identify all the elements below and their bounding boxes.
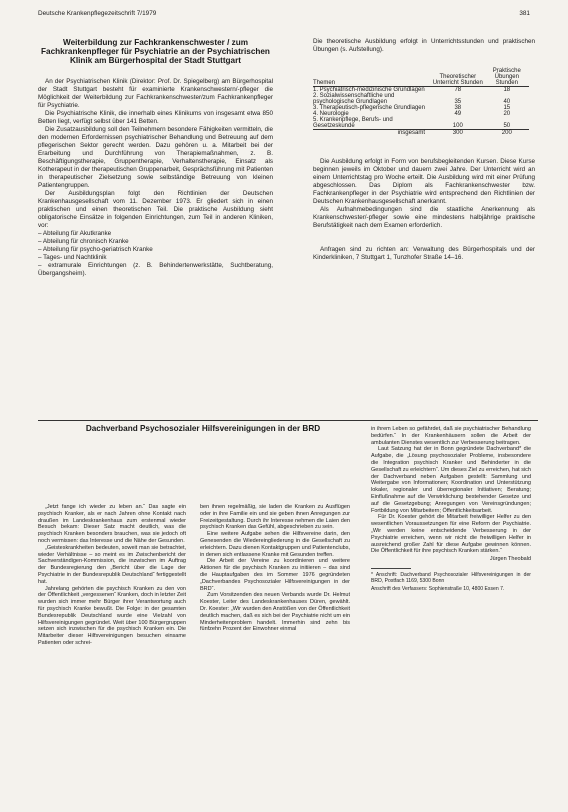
journal-header: Deutsche Krankenpflegezeitschrift 7/1979 [38, 10, 157, 17]
article2-column-3 [371, 426, 531, 593]
col-header-practice: Praktische Übungen Stunden [492, 68, 521, 86]
clinic-list-item: – Abteilung für chronisch Kranke [38, 237, 129, 245]
table-cell-topic: 4. Neurologie [313, 111, 349, 117]
table-cell-theory: 100 [452, 123, 463, 129]
article2-paragraph: Für Dr. Koester gehört die Mitarbeit freiwilliger Helfer zu den wesentlichen Voraussetzungen für eine Reform der Psychiatrie. „Wir werden keine entscheidende Verbesserung in der Psychiatrie erreichen, wenn wir nicht die freiwilligen Helfer in ausreichend großer Zahl für diese Aufgabe gewinnen können. Die Öffentlichkeit für ihre psychisch Kranken stärken.“ [371, 514, 531, 555]
table-cell-theory: 78 [454, 87, 462, 93]
article2-paragraph: ben ihnen regelmäßig, sie laden die Kranken zu Ausflügen oder in ihre Familie ein und sie geben ihnen Anregungen zur Freizeitgestaltung. Durch ihr Interesse nehmen die Laien den psychisch Kranken das Gefühl, abgeschrieben zu sein. [200, 504, 350, 531]
article2-paragraph: „Jetzt fange ich wieder zu leben an.“ Das sagte ein psychisch Kranker, als er nach Jahren ohne Kontakt nach draußen im Landeskrankenhaus zum erstenmal wieder Besuch bekam: Dieser Satz macht deutlich, was die psychisch Kranken besonders brauchen, was sie jedoch oft noch vermissen: das Interesse und die Nähe der Gesunden. [38, 504, 186, 544]
article1-paragraph: Der Ausbildungsplan folgt den Richtlinien der Deutschen Krankenhausgesellschaft vom 11. Dezember 1973. Er gliedert sich in einen praktischen und einen theoretischen Teil. Die praktische Ausbildung sieht obligatorische Einsätze in folgenden Einrichtungen, zum Teil in anderen Kliniken, vor: [38, 189, 273, 229]
article2-title: Dachverband Psychosozialer Hilfsvereinigungen in der BRD [85, 424, 321, 433]
article2-paragraph: „Geisteskrankheiten bedeuten, soweit man sie betrachtet, wieder Verhältnisse – so meint es im Zwischenbericht der Sachverständigen-Kommission, die inzwischen im Auftrag der Bundesregierung den „Bericht über die Lage der Psychiatrie in der Bundesrepublik Deutschland“ fertiggestellt hat. [38, 544, 186, 585]
article1-title: Weiterbildung zur Fachkrankenschwester / zum Fachkrankenpfleger für Psychiatrie an der Psychiatrischen Klinik am Bürgerhospital der Stadt Stuttgart [41, 38, 270, 66]
table-cell-topic: 2. Sozialwissenschaftliche und psychologische Grundlagen [313, 93, 395, 105]
curriculum-table [313, 68, 529, 136]
article2-column-2 [200, 504, 350, 633]
article1-paragraph: Die Psychiatrische Klinik, die innerhalb eines Klinikums von insgesamt etwa 850 Betten liegt, verfügt selbst über 141 Betten. [38, 109, 273, 125]
clinic-list-item: – Abteilung für psycho-geriatrisch Kranke [38, 245, 153, 253]
article1-left-column [38, 38, 273, 278]
article2-paragraph: Jahrelang gehörten die psychisch Kranken zu den von der Öffentlichkeit „vergessenen“ Kranken, doch in letzter Zeit wurden sich immer mehr Bürger ihrer Verantwortung auch für psychisch Kranke bewußt. Die Folge: in der gesamten Bundesrepublik Deutschland wurde eine Vielzahl von Hilfsvereinigungen gegründet. Weit über 100 Bürgergruppen setzen sich inzwischen für die psychisch Kranken ein. Die Mitarbeiter dieser Hilfsvereinigungen besuchen einsame Patienten oder schrei- [38, 585, 186, 646]
footnote: * Anschrift: Dachverband Psychosozialer Hilfsvereinigungen in der BRD, Postfach 1169, 5300 Bonn [371, 571, 531, 585]
article2-paragraph: Laut Satzung hat der in Bonn gegründete Dachverband* die Aufgabe, die „Lösung psychosozialer Probleme, insbesondere die Integration psychisch Kranker und Behinderter in die Gesellschaft zu erleichtern“. Um dieses Ziel zu erreichen, hat sich der Dachverband neben Aufgaben gestellt: Sammlung und Weitergabe von Informationen; Koordination und Unterstützung lokaler, regionaler und überregionaler Initiativen; Beratung; Einflußnahme auf die Verwirklichung bestehender Gesetze und auf die Gesetzgebung; Anregungen von Vereinsgründungen; Fortbildung von Mitarbeitern; Öffentlichkeitsarbeit. [371, 446, 531, 514]
article2-paragraph: Die Arbeit der Vereine zu koordinieren und weitere Aktionen für die psychisch Kranken zu initiieren – das sind die Hauptaufgaben des im Sommer 1976 gegründeten „Dachverbandes Psychosozialer Hilfsvereinigungen in der BRD“. [200, 558, 350, 592]
article1-right-paragraph: Die Ausbildung erfolgt in Form von berufsbegleitenden Kursen. Diese Kurse beginnen jeweils im Oktober und dauern zwei Jahre. Der Unterricht wird an einem Unterrichtstag pro Woche erteilt. Die Ausbildung wird mit einer Prüfung abgeschlossen. Das Diplom als Fachkrankenschwester bzw. Fachkrankenpfleger in der Psychiatrie wird entsprechend den Richtlinien der Deutschen Krankenhausgesellschaft anerkannt. [313, 158, 535, 205]
table-total-practice: 200 [501, 130, 512, 136]
table-cell-practice: 18 [503, 87, 511, 93]
article2-paragraph: Eine weitere Aufgabe sehen die Hilfsvereine darin, den Genesenden die Wiedereingliederung in die Gesellschaft zu erleichtern. Dazu dienen Kontaktgruppen und Patientenclubs, in denen sich entlassene Kranke mit Gesunden treffen. [200, 531, 350, 558]
col-header-theory: Theoretischer Unterricht Stunden [432, 74, 483, 86]
author-signature: Jürgen Theobald [489, 556, 531, 563]
table-total-theory: 300 [452, 130, 463, 136]
table-cell-theory: 35 [454, 99, 462, 105]
table-cell-practice: 50 [503, 123, 511, 129]
table-header-row [313, 68, 529, 86]
table-cell-topic: 3. Therapeutisch-pflegerische Grundlagen [313, 105, 425, 111]
clinic-list-item: – Abteilung für Akutkranke [38, 229, 112, 237]
table-row [313, 117, 529, 129]
article2-column-1 [38, 504, 186, 647]
article1-paragraph: Die Zusatzausbildung soll den Teilnehmern besondere Fähigkeiten vermitteln, die den modernen Erfordernissen psychiatrischer Behandlung und Betreuung auf dem pflegerischen Sektor gerecht werden. Dazu gehören u. a. Mitarbeit bei der Erarbeitung und Durchführung von Therapiemaßnahmen, z. B. Beschäftigungstherapie, Gruppentherapie, Verhaltenstherapie, Einsatz als Kotherapeut in der therapeutischen Gruppenarbeit, Gesprächsführung mit Patienten in therapeutischer Zielsetzung sowie selbständige Betreuung von kleinen Patientengruppen. [38, 125, 273, 189]
article2-paragraph: in ihrem Leben so gefährdet, daß sie psychiatrischer Behandlung bedürfen.“ In der Krankenhäusern sollen die Arbeit der ambulanten Dienstes wesentlich zur Verbesserung beitragen. [371, 426, 531, 446]
table-cell-practice: 20 [503, 111, 511, 117]
article1-right-column [313, 38, 535, 262]
table-cell-topic: 5. Krankenpflege, Berufs- und Gesetzeskunde [313, 117, 393, 129]
theory-intro: Die theoretische Ausbildung erfolgt in Unterrichtsstunden und praktischen Übungen (s. Aufstellung). [313, 38, 535, 53]
page-number: 381 [519, 10, 530, 17]
clinic-list-item: – Tages- und Nachtklinik [38, 253, 107, 261]
table-cell-theory: 49 [454, 111, 462, 117]
table-row [313, 93, 529, 105]
table-cell-topic: 1. Psychiatrisch-medizinische Grundlagen [313, 87, 425, 93]
table-cell-theory: 38 [454, 105, 462, 111]
clinic-list-item: – extramurale Einrichtungen (z. B. Behindertenwerkstätte, Suchtberatung, Übergangsheim). [38, 261, 273, 277]
section-divider [38, 420, 538, 421]
table-cell-practice: 40 [503, 99, 511, 105]
article1-paragraph: An der Psychiatrischen Klinik (Direktor: Prof. Dr. Spiegelberg) am Bürgerhospital der Stadt Stuttgart besteht für examinierte Krankenschwestern/-pfleger die Möglichkeit der Weiterbildung zur Fachkrankenschwester/zum Fachkrankenpfleger für Psychiatrie. [38, 77, 273, 109]
table-cell-practice: 15 [503, 105, 511, 111]
article2-paragraph: Zum Vorsitzenden des neuen Verbands wurde Dr. Helmut Koester, Leiter des Landeskrankenhauses Düren, gewählt. Dr. Koester: „Wir wurden den Anstößen von der Öffentlichkeit deutlich machen, daß es sich bei der Psychiatrie nicht um ein Minderheitenproblem handelt. Immerhin sind zehn bis fünfzehn Prozent der Einwohner einmal [200, 592, 350, 633]
article1-contact: Anfragen sind zu richten an: Verwaltung des Bürgerhospitals und der Kinderkliniken, 7 Stuttgart 1, Tunzhofer Straße 14–16. [313, 246, 535, 261]
table-total-label: insgesamt [397, 130, 425, 136]
col-header-topics: Themen [313, 80, 336, 86]
footnote-rule [371, 568, 411, 569]
article1-right-paragraph: Als Aufnahmebedingungen sind die staatliche Anerkennung als Krankenschwester/-pfleger sowie eine mindestens halbjährige praktische Berufstätigkeit nach dem Examen erforderlich. [313, 206, 535, 229]
footnote: Anschrift des Verfassers: Sophienstraße 10, 4800 Essen 7. [371, 586, 505, 593]
